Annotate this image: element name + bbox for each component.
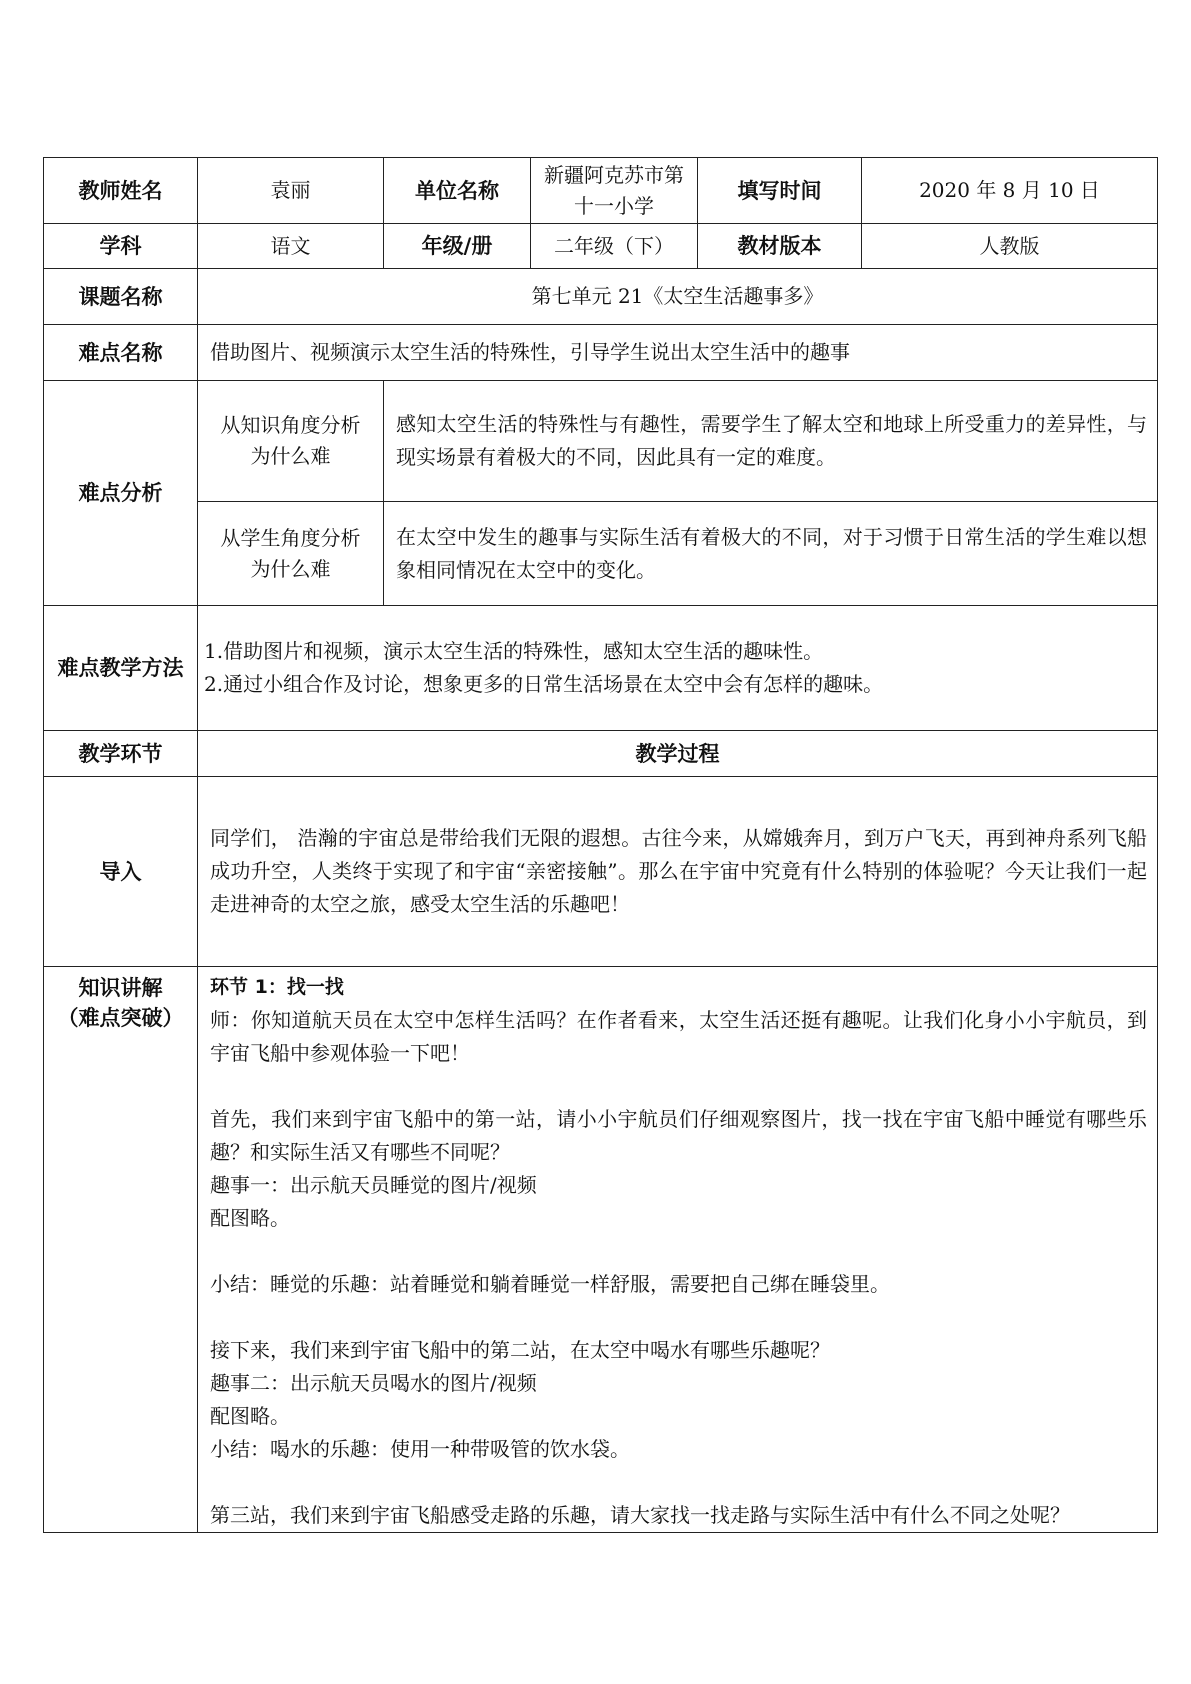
blank-line xyxy=(210,1070,1147,1103)
subject-value: 语文 xyxy=(198,224,384,269)
stage-header: 教学环节 xyxy=(44,731,198,777)
knowledge-content xyxy=(198,967,1158,1533)
knowledge-label-line2: （难点突破） xyxy=(57,1006,184,1030)
method-text xyxy=(198,606,1158,731)
difficulty-label: 难点名称 xyxy=(44,325,198,381)
paragraph-5: 小结：睡觉的乐趣：站着睡觉和躺着睡觉一样舒服，需要把自己绑在睡袋里。 xyxy=(210,1272,890,1296)
paragraph-3: 趣事一：出示航天员睡觉的图片/视频 xyxy=(210,1173,537,1197)
knowledge-label-line1: 知识讲解 xyxy=(78,976,163,1000)
topic-value: 第七单元 21《太空生活趣事多》 xyxy=(198,269,1158,325)
grade-value: 二年级（下） xyxy=(531,224,698,269)
method-line2: 2.通过小组合作及讨论，想象更多的日常生活场景在太空中会有怎样的趣味。 xyxy=(204,672,884,696)
row-intro xyxy=(44,777,1158,967)
unit-name-label: 单位名称 xyxy=(384,158,531,224)
edition-label: 教材版本 xyxy=(698,224,862,269)
paragraph-7: 趣事二：出示航天员喝水的图片/视频 xyxy=(210,1371,537,1395)
student-angle-text: 在太空中发生的趣事与实际生活有着极大的不同，对于习惯于日常生活的学生难以想象相同情况在太空中的变化。 xyxy=(384,502,1158,606)
teacher-name-value: 袁丽 xyxy=(198,158,384,224)
row-header-2 xyxy=(44,224,1158,269)
difficulty-value: 借助图片、视频演示太空生活的特殊性，引导学生说出太空生活中的趣事 xyxy=(198,325,1158,381)
knowledge-angle-line1: 从知识角度分析 xyxy=(220,413,361,437)
row-method xyxy=(44,606,1158,731)
row-process-header xyxy=(44,731,1158,777)
edition-value: 人教版 xyxy=(862,224,1158,269)
method-line1: 1.借助图片和视频，演示太空生活的特殊性，感知太空生活的趣味性。 xyxy=(204,639,824,663)
student-angle-line1: 从学生角度分析 xyxy=(220,525,361,550)
process-header: 教学过程 xyxy=(198,731,1158,777)
blank-line xyxy=(210,1235,1147,1268)
paragraph-1: 师：你知道航天员在太空中怎样生活吗？在作者看来，太空生活还挺有趣呢。让我们化身小小宇航员，到宇宙飞船中参观体验一下吧！ xyxy=(210,1008,1147,1065)
intro-text: 同学们， 浩瀚的宇宙总是带给我们无限的遐想。古往今来，从嫦娥奔月，到万户飞天，再到神舟系列飞船成功升空，人类终于实现了和宇宙“亲密接触”。那么在宇宙中究竟有什么特别的体验呢？今天让我们一起走进神奇的太空之旅，感受太空生活的乐趣吧！ xyxy=(198,777,1158,967)
intro-label: 导入 xyxy=(44,777,198,967)
section-title: 环节 1：找一找 xyxy=(210,976,344,998)
paragraph-6: 接下来，我们来到宇宙飞船中的第二站，在太空中喝水有哪些乐趣呢？ xyxy=(210,1338,830,1362)
grade-label: 年级/册 xyxy=(384,224,531,269)
paragraph-10: 第三站，我们来到宇宙飞船感受走路的乐趣，请大家找一找走路与实际生活中有什么不同之处呢？ xyxy=(210,1503,1070,1527)
topic-label: 课题名称 xyxy=(44,269,198,325)
row-difficulty xyxy=(44,325,1158,381)
unit-name-line1: 新疆阿克苏市第 xyxy=(544,162,684,187)
teacher-name-label: 教师姓名 xyxy=(44,158,198,224)
fill-date-value: 2020 年 8 月 10 日 xyxy=(862,158,1158,224)
unit-name-line2: 十一小学 xyxy=(574,193,654,218)
analysis-label: 难点分析 xyxy=(44,381,198,606)
paragraph-8: 配图略。 xyxy=(210,1404,290,1428)
knowledge-angle-text: 感知太空生活的特殊性与有趣性，需要学生了解太空和地球上所受重力的差异性，与现实场景有着极大的不同，因此具有一定的难度。 xyxy=(384,381,1158,502)
row-analysis-knowledge xyxy=(44,381,1158,502)
student-angle-label xyxy=(198,502,384,606)
paragraph-2: 首先，我们来到宇宙飞船中的第一站，请小小宇航员们仔细观察图片，找一找在宇宙飞船中睡觉有哪些乐趣？和实际生活又有哪些不同呢？ xyxy=(210,1107,1147,1164)
row-header-1 xyxy=(44,158,1158,224)
row-topic xyxy=(44,269,1158,325)
unit-name-value xyxy=(531,158,698,224)
paragraph-9: 小结：喝水的乐趣：使用一种带吸管的饮水袋。 xyxy=(210,1437,630,1461)
method-label: 难点教学方法 xyxy=(44,606,198,731)
row-knowledge xyxy=(44,967,1158,1533)
paragraph-4: 配图略。 xyxy=(210,1206,290,1230)
lesson-plan-table xyxy=(43,157,1158,1533)
knowledge-angle-line2: 为什么难 xyxy=(250,444,331,468)
subject-label: 学科 xyxy=(44,224,198,269)
blank-line xyxy=(210,1466,1147,1499)
knowledge-label xyxy=(44,967,198,1533)
fill-date-label: 填写时间 xyxy=(698,158,862,224)
student-angle-line2: 为什么难 xyxy=(250,556,331,581)
blank-line xyxy=(210,1301,1147,1334)
row-analysis-student xyxy=(44,502,1158,606)
knowledge-angle-label xyxy=(198,381,384,502)
